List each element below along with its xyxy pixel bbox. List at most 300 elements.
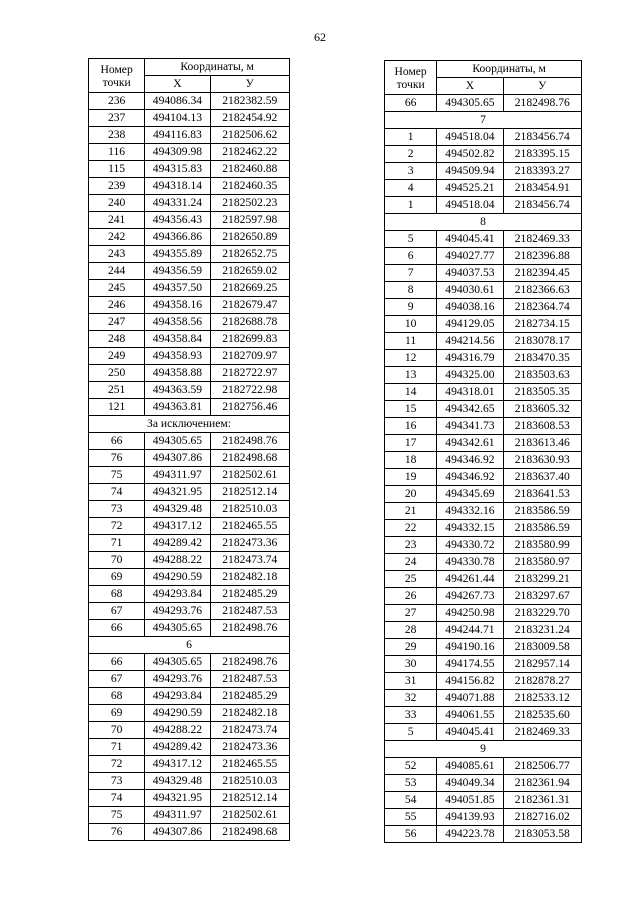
y-coordinate-cell: 2182382.59: [210, 93, 289, 110]
x-coordinate-cell: 494104.13: [145, 110, 210, 127]
point-number-cell: 1: [385, 129, 437, 146]
point-number-cell: 73: [89, 501, 145, 518]
x-coordinate-cell: 494061.55: [437, 707, 503, 724]
y-coordinate-cell: 2182473.74: [210, 722, 289, 739]
point-number-cell: 236: [89, 93, 145, 110]
y-coordinate-cell: 2182482.18: [210, 569, 289, 586]
table-row: [89, 314, 290, 331]
table-row: [385, 282, 582, 299]
x-coordinate-cell: 494355.89: [145, 246, 210, 263]
point-number-cell: 13: [385, 367, 437, 384]
point-number-cell: 70: [89, 552, 145, 569]
x-column-header: Х: [437, 78, 503, 95]
y-coordinate-cell: 2182722.97: [210, 365, 289, 382]
x-coordinate-cell: 494345.69: [437, 486, 503, 503]
y-coordinate-cell: 2183454.91: [503, 180, 581, 197]
y-coordinate-cell: 2183009.58: [503, 639, 581, 656]
point-number-cell: 54: [385, 792, 437, 809]
point-number-cell: 66: [89, 654, 145, 671]
x-coordinate-cell: 494332.15: [437, 520, 503, 537]
y-coordinate-cell: 2182669.25: [210, 280, 289, 297]
x-coordinate-cell: 494358.16: [145, 297, 210, 314]
table-row: [385, 452, 582, 469]
y-coordinate-cell: 2182734.15: [503, 316, 581, 333]
point-number-cell: 29: [385, 639, 437, 656]
point-number-cell: 72: [89, 756, 145, 773]
x-coordinate-cell: 494329.48: [145, 773, 210, 790]
point-number-cell: 20: [385, 486, 437, 503]
point-number-cell: 23: [385, 537, 437, 554]
table-row: [385, 180, 582, 197]
y-coordinate-cell: 2183297.67: [503, 588, 581, 605]
section-label: 8: [385, 214, 582, 231]
point-number-cell: 245: [89, 280, 145, 297]
x-coordinate-cell: 494051.85: [437, 792, 503, 809]
y-coordinate-cell: 2182535.60: [503, 707, 581, 724]
point-number-cell: 18: [385, 452, 437, 469]
y-coordinate-cell: 2182473.36: [210, 739, 289, 756]
table-row: [385, 316, 582, 333]
table-row: [89, 654, 290, 671]
point-number-cell: 76: [89, 824, 145, 841]
point-number-cell: 242: [89, 229, 145, 246]
y-coordinate-cell: 2183456.74: [503, 129, 581, 146]
x-coordinate-cell: 494341.73: [437, 418, 503, 435]
table-row: [89, 603, 290, 620]
point-number-cell: 3: [385, 163, 437, 180]
point-number-cell: 6: [385, 248, 437, 265]
point-number-cell: 28: [385, 622, 437, 639]
x-coordinate-cell: 494330.72: [437, 537, 503, 554]
table-row: [89, 399, 290, 416]
table-row: [89, 263, 290, 280]
x-coordinate-cell: 494325.00: [437, 367, 503, 384]
table-row: [385, 792, 582, 809]
x-coordinate-cell: 494342.61: [437, 435, 503, 452]
y-coordinate-cell: 2182502.61: [210, 807, 289, 824]
table-row: [89, 433, 290, 450]
point-number-cell: 76: [89, 450, 145, 467]
table-row: [89, 552, 290, 569]
point-number-cell: 66: [89, 620, 145, 637]
table-row: [385, 469, 582, 486]
table-row: [89, 212, 290, 229]
point-number-cell: 33: [385, 707, 437, 724]
x-coordinate-cell: 494330.78: [437, 554, 503, 571]
y-coordinate-cell: 2182361.94: [503, 775, 581, 792]
y-coordinate-cell: 2182502.61: [210, 467, 289, 484]
x-coordinate-cell: 494358.93: [145, 348, 210, 365]
y-coordinate-cell: 2182498.68: [210, 450, 289, 467]
x-coordinate-cell: 494290.59: [145, 569, 210, 586]
table-row: [385, 299, 582, 316]
x-coordinate-cell: 494027.77: [437, 248, 503, 265]
x-coordinate-cell: 494318.14: [145, 178, 210, 195]
x-coordinate-cell: 494321.95: [145, 484, 210, 501]
point-number-cell: 247: [89, 314, 145, 331]
y-coordinate-cell: 2183456.74: [503, 197, 581, 214]
table-row: [89, 348, 290, 365]
y-coordinate-cell: 2183586.59: [503, 503, 581, 520]
table-row: [89, 161, 290, 178]
y-coordinate-cell: 2182533.12: [503, 690, 581, 707]
table-row: [385, 367, 582, 384]
y-coordinate-cell: 2182462.22: [210, 144, 289, 161]
table-row: [385, 537, 582, 554]
point-number-cell: 75: [89, 807, 145, 824]
x-coordinate-cell: 494329.48: [145, 501, 210, 518]
y-coordinate-cell: 2182650.89: [210, 229, 289, 246]
point-number-cell: 243: [89, 246, 145, 263]
table-row: [89, 297, 290, 314]
point-number-cell: 55: [385, 809, 437, 826]
point-number-cell: 2: [385, 146, 437, 163]
table-row: [89, 620, 290, 637]
point-number-cell: 246: [89, 297, 145, 314]
x-coordinate-cell: 494356.43: [145, 212, 210, 229]
x-coordinate-cell: 494357.50: [145, 280, 210, 297]
x-coordinate-cell: 494525.21: [437, 180, 503, 197]
x-coordinate-cell: 494290.59: [145, 705, 210, 722]
point-number-cell: 74: [89, 790, 145, 807]
x-coordinate-cell: 494293.76: [145, 603, 210, 620]
y-coordinate-cell: 2182756.46: [210, 399, 289, 416]
x-coordinate-cell: 494293.84: [145, 586, 210, 603]
x-coordinate-cell: 494267.73: [437, 588, 503, 605]
y-coordinate-cell: 2182465.55: [210, 518, 289, 535]
y-coordinate-cell: 2182473.36: [210, 535, 289, 552]
point-number-cell: 71: [89, 535, 145, 552]
table-row: [89, 671, 290, 688]
point-number-cell: 16: [385, 418, 437, 435]
y-coordinate-cell: 2182485.29: [210, 688, 289, 705]
x-coordinate-cell: 494293.76: [145, 671, 210, 688]
point-number-cell: 239: [89, 178, 145, 195]
x-coordinate-cell: 494317.12: [145, 756, 210, 773]
y-coordinate-cell: 2183505.35: [503, 384, 581, 401]
x-coordinate-cell: 494305.65: [145, 620, 210, 637]
section-label: 9: [385, 741, 582, 758]
x-coordinate-cell: 494318.01: [437, 384, 503, 401]
y-coordinate-cell: 2183605.32: [503, 401, 581, 418]
y-coordinate-cell: 2182659.02: [210, 263, 289, 280]
x-coordinate-cell: 494293.84: [145, 688, 210, 705]
section-label: За исключением:: [89, 416, 290, 433]
x-coordinate-cell: 494261.44: [437, 571, 503, 588]
table-row: [385, 95, 582, 112]
table-row: [385, 384, 582, 401]
table-row: [385, 163, 582, 180]
table-row: [89, 705, 290, 722]
table-row: [385, 690, 582, 707]
y-coordinate-cell: 2182510.03: [210, 773, 289, 790]
point-number-cell: 8: [385, 282, 437, 299]
x-coordinate-cell: 494250.98: [437, 605, 503, 622]
table-row: [89, 467, 290, 484]
x-coordinate-cell: 494289.42: [145, 739, 210, 756]
y-coordinate-cell: 2183586.59: [503, 520, 581, 537]
y-coordinate-cell: 2182597.98: [210, 212, 289, 229]
point-number-cell: 30: [385, 656, 437, 673]
point-number-cell: 69: [89, 569, 145, 586]
table-row: [385, 486, 582, 503]
y-coordinate-cell: 2182485.29: [210, 586, 289, 603]
y-coordinate-cell: 2182512.14: [210, 790, 289, 807]
point-number-cell: 22: [385, 520, 437, 537]
y-coordinate-cell: 2183630.93: [503, 452, 581, 469]
table-row: [89, 790, 290, 807]
y-coordinate-cell: 2183503.63: [503, 367, 581, 384]
point-number-cell: 14: [385, 384, 437, 401]
point-number-cell: 26: [385, 588, 437, 605]
y-coordinate-cell: 2183078.17: [503, 333, 581, 350]
table-row: [385, 129, 582, 146]
point-number-cell: 66: [385, 95, 437, 112]
x-coordinate-cell: 494311.97: [145, 467, 210, 484]
x-coordinate-cell: 494305.65: [145, 654, 210, 671]
point-number-cell: 121: [89, 399, 145, 416]
table-row: [89, 450, 290, 467]
section-row: [89, 637, 290, 654]
x-coordinate-cell: 494305.65: [145, 433, 210, 450]
table-row: [385, 197, 582, 214]
point-number-cell: 250: [89, 365, 145, 382]
point-number-cell: 67: [89, 671, 145, 688]
x-coordinate-cell: 494311.97: [145, 807, 210, 824]
table-row: [385, 656, 582, 673]
table-row: [385, 146, 582, 163]
point-number-cell: 52: [385, 758, 437, 775]
x-coordinate-cell: 494244.71: [437, 622, 503, 639]
y-coordinate-cell: 2182498.76: [210, 654, 289, 671]
coordinates-header: Координаты, м: [437, 61, 582, 78]
y-coordinate-cell: 2183395.15: [503, 146, 581, 163]
x-coordinate-cell: 494346.92: [437, 452, 503, 469]
y-coordinate-cell: 2182652.75: [210, 246, 289, 263]
x-coordinate-cell: 494331.24: [145, 195, 210, 212]
y-column-header: У: [503, 78, 581, 95]
table-row: [385, 826, 582, 843]
point-number-cell: 73: [89, 773, 145, 790]
point-number-cell: 244: [89, 263, 145, 280]
table-row: [89, 824, 290, 841]
y-coordinate-cell: 2182716.02: [503, 809, 581, 826]
x-coordinate-cell: 494288.22: [145, 552, 210, 569]
y-coordinate-cell: 2182460.88: [210, 161, 289, 178]
y-coordinate-cell: 2182498.76: [210, 620, 289, 637]
y-coordinate-cell: 2183613.46: [503, 435, 581, 452]
x-coordinate-cell: 494309.98: [145, 144, 210, 161]
table-row: [89, 382, 290, 399]
x-coordinate-cell: 494363.59: [145, 382, 210, 399]
x-coordinate-cell: 494321.95: [145, 790, 210, 807]
point-number-cell: 1: [385, 197, 437, 214]
point-number-cell: 21: [385, 503, 437, 520]
point-number-cell: 19: [385, 469, 437, 486]
x-coordinate-cell: 494030.61: [437, 282, 503, 299]
x-coordinate-cell: 494139.93: [437, 809, 503, 826]
y-coordinate-cell: 2182366.63: [503, 282, 581, 299]
point-number-cell: 237: [89, 110, 145, 127]
x-coordinate-cell: 494502.82: [437, 146, 503, 163]
x-coordinate-cell: 494346.92: [437, 469, 503, 486]
section-row: [89, 416, 290, 433]
coordinates-header: Координаты, м: [145, 59, 290, 76]
point-number-cell: 72: [89, 518, 145, 535]
y-coordinate-cell: 2182502.23: [210, 195, 289, 212]
point-number-cell: 24: [385, 554, 437, 571]
point-number-cell: 251: [89, 382, 145, 399]
table-row: [385, 333, 582, 350]
table-row: [89, 484, 290, 501]
y-coordinate-cell: 2183299.21: [503, 571, 581, 588]
table-row: [89, 569, 290, 586]
section-row: [385, 741, 582, 758]
x-coordinate-cell: 494086.34: [145, 93, 210, 110]
table-row: [89, 722, 290, 739]
x-coordinate-cell: 494332.16: [437, 503, 503, 520]
table-row: [89, 739, 290, 756]
y-coordinate-cell: 2182396.88: [503, 248, 581, 265]
point-number-cell: 67: [89, 603, 145, 620]
table-row: [385, 520, 582, 537]
table-row: [89, 144, 290, 161]
table-row: [89, 501, 290, 518]
table-row: [385, 673, 582, 690]
table-row: [385, 435, 582, 452]
y-coordinate-cell: 2182498.76: [503, 95, 581, 112]
table-row: [89, 93, 290, 110]
table-row: [89, 586, 290, 603]
header-row: [89, 59, 290, 76]
point-number-header: Номер точки: [89, 59, 145, 93]
table-row: [385, 503, 582, 520]
y-coordinate-cell: 2182878.27: [503, 673, 581, 690]
table-row: [385, 605, 582, 622]
section-label: 6: [89, 637, 290, 654]
x-coordinate-cell: 494156.82: [437, 673, 503, 690]
table-row: [385, 231, 582, 248]
table-row: [385, 639, 582, 656]
x-coordinate-cell: 494049.34: [437, 775, 503, 792]
y-coordinate-cell: 2182957.14: [503, 656, 581, 673]
table-row: [89, 110, 290, 127]
x-coordinate-cell: 494518.04: [437, 197, 503, 214]
point-number-cell: 4: [385, 180, 437, 197]
x-column-header: Х: [145, 76, 210, 93]
point-number-cell: 68: [89, 586, 145, 603]
y-coordinate-cell: 2183580.99: [503, 537, 581, 554]
x-coordinate-cell: 494214.56: [437, 333, 503, 350]
x-coordinate-cell: 494358.56: [145, 314, 210, 331]
table-row: [385, 248, 582, 265]
y-coordinate-cell: 2182454.92: [210, 110, 289, 127]
table-row: [89, 807, 290, 824]
y-coordinate-cell: 2183608.53: [503, 418, 581, 435]
y-coordinate-cell: 2182364.74: [503, 299, 581, 316]
y-coordinate-cell: 2182722.98: [210, 382, 289, 399]
point-number-cell: 116: [89, 144, 145, 161]
point-number-cell: 69: [89, 705, 145, 722]
y-column-header: У: [210, 76, 289, 93]
table-row: [89, 518, 290, 535]
point-number-cell: 5: [385, 724, 437, 741]
table-row: [385, 350, 582, 367]
point-number-cell: 66: [89, 433, 145, 450]
x-coordinate-cell: 494509.94: [437, 163, 503, 180]
y-coordinate-cell: 2182482.18: [210, 705, 289, 722]
table-row: [385, 571, 582, 588]
point-number-cell: 7: [385, 265, 437, 282]
point-number-cell: 75: [89, 467, 145, 484]
table-row: [89, 280, 290, 297]
table-row: [385, 554, 582, 571]
x-coordinate-cell: 494174.55: [437, 656, 503, 673]
x-coordinate-cell: 494045.41: [437, 231, 503, 248]
point-number-cell: 238: [89, 127, 145, 144]
x-coordinate-cell: 494358.88: [145, 365, 210, 382]
table-row: [385, 588, 582, 605]
point-number-cell: 10: [385, 316, 437, 333]
x-coordinate-cell: 494038.16: [437, 299, 503, 316]
y-coordinate-cell: 2182510.03: [210, 501, 289, 518]
x-coordinate-cell: 494316.79: [437, 350, 503, 367]
x-coordinate-cell: 494315.83: [145, 161, 210, 178]
point-number-cell: 74: [89, 484, 145, 501]
table-row: [89, 246, 290, 263]
point-number-cell: 9: [385, 299, 437, 316]
x-coordinate-cell: 494289.42: [145, 535, 210, 552]
x-coordinate-cell: 494045.41: [437, 724, 503, 741]
y-coordinate-cell: 2183231.24: [503, 622, 581, 639]
point-number-cell: 115: [89, 161, 145, 178]
x-coordinate-cell: 494307.86: [145, 450, 210, 467]
y-coordinate-cell: 2182699.83: [210, 331, 289, 348]
y-coordinate-cell: 2182394.45: [503, 265, 581, 282]
y-coordinate-cell: 2182469.33: [503, 724, 581, 741]
point-number-cell: 241: [89, 212, 145, 229]
point-number-cell: 32: [385, 690, 437, 707]
point-number-cell: 68: [89, 688, 145, 705]
point-number-cell: 53: [385, 775, 437, 792]
y-coordinate-cell: 2182512.14: [210, 484, 289, 501]
point-number-cell: 248: [89, 331, 145, 348]
table-row: [89, 229, 290, 246]
y-coordinate-cell: 2182506.77: [503, 758, 581, 775]
point-number-cell: 27: [385, 605, 437, 622]
page-number: 62: [314, 30, 326, 44]
x-coordinate-cell: 494223.78: [437, 826, 503, 843]
y-coordinate-cell: 2182469.33: [503, 231, 581, 248]
y-coordinate-cell: 2182361.31: [503, 792, 581, 809]
table-row: [89, 195, 290, 212]
x-coordinate-cell: 494190.16: [437, 639, 503, 656]
x-coordinate-cell: 494071.88: [437, 690, 503, 707]
header-row: [385, 61, 582, 78]
y-coordinate-cell: 2182709.97: [210, 348, 289, 365]
x-coordinate-cell: 494305.65: [437, 95, 503, 112]
table-row: [89, 127, 290, 144]
table-row: [385, 724, 582, 741]
point-number-cell: 249: [89, 348, 145, 365]
y-coordinate-cell: 2182498.68: [210, 824, 289, 841]
point-number-cell: 71: [89, 739, 145, 756]
point-number-header: Номер точки: [385, 61, 437, 95]
y-coordinate-cell: 2182688.78: [210, 314, 289, 331]
x-coordinate-cell: 494366.86: [145, 229, 210, 246]
table-row: [89, 688, 290, 705]
table-row: [89, 535, 290, 552]
